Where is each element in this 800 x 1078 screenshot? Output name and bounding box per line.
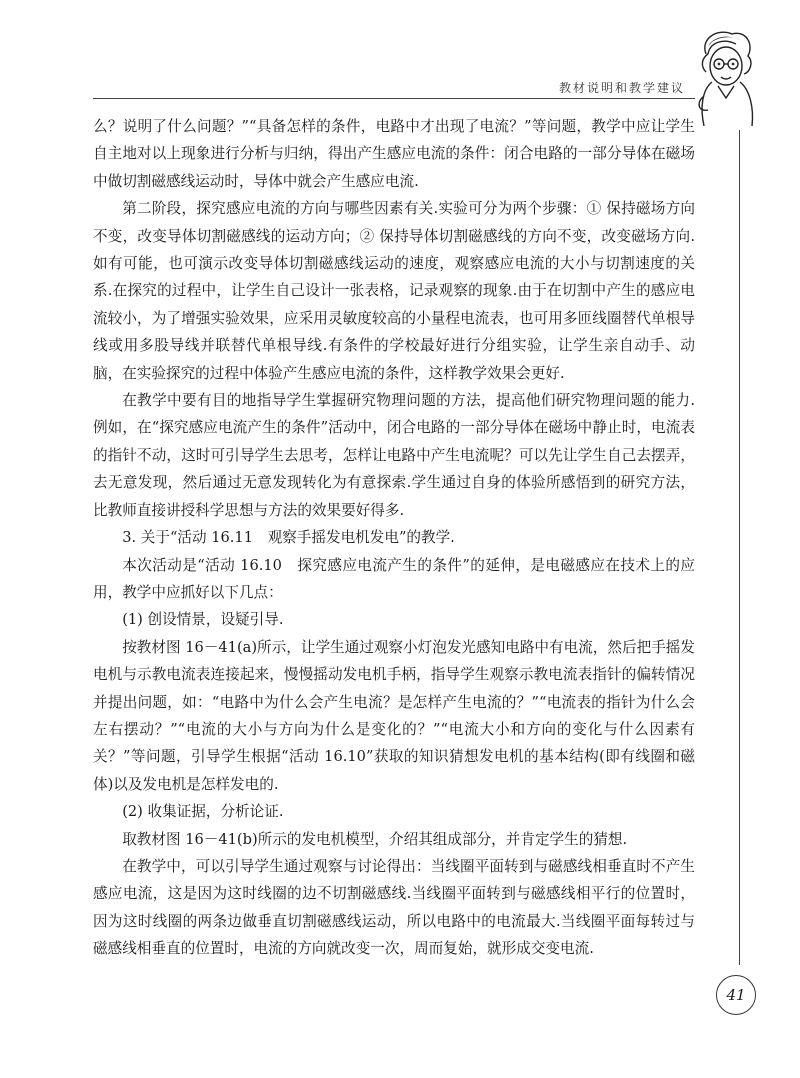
paragraph: 取教材图 16－41(b)所示的发电机模型，介绍其组成部分，并肯定学生的猜想. bbox=[122, 830, 628, 848]
paragraph: 么？说明了什么问题？”“具备怎样的条件，电路中才出现了电流？”等问题，教学中应让学生自主地对以上现象进行分析与归纳，得出产生感应电流的条件：闭合电路的一部分导体在磁场中做切割磁感线运动时，导体中就会产生感应电流. bbox=[93, 118, 695, 190]
paragraph: 本次活动是“活动 16.10 探究感应电流产生的条件”的延伸，是电磁感应在技术上的应用，教学中应抓好以下几点： bbox=[93, 556, 695, 601]
paragraph: 在教学中要有目的地指导学生掌握研究物理问题的方法，提高他们研究物理问题的能力.例如，在“探究感应电流产生的条件”活动中，闭合电路的一部分导体在磁场中静止时，电流表的指针不动，这时可引导学生去思考，怎样让电路中产生电流呢？可以先让学生自己去摆弄，去无意发现，然后通过无意发现转化为有意探索.学生通过自身的体验所感悟到的研究方法，比教师直接讲授科学思想与方法的效果要好得多. bbox=[93, 392, 695, 519]
teacher-mascot-icon bbox=[688, 24, 760, 129]
section-heading: 3. 关于“活动 16.11 观察手摇发电机发电”的教学. bbox=[122, 529, 455, 547]
paragraph: 在教学中，可以引导学生通过观察与讨论得出：当线圈平面转到与磁感线相垂直时不产生感应电流，这是因为这时线圈的边不切割磁感线.当线圈平面转到与磁感线相平行的位置时，因为这时线圈的两条边做垂直切割磁感线运动，所以电路中的电流最大.当线圈平面每转过与磁感线相垂直的位置时，电流的方向就改变一次，周而复始，就形成交变电流. bbox=[93, 857, 695, 958]
paragraph: 第二阶段，探究感应电流的方向与哪些因素有关.实验可分为两个步骤：① 保持磁场方向不变，改变导体切割磁感线的运动方向；② 保持导体切割磁感线的方向不变，改变磁场方向.如有可能，也可演示改变导体切割磁感线运动的速度，观察感应电流的大小与切割速度的关系.在探究的过程中，让学生自己设计一张表格，记录观察的现象.由于在切割中产生的感应电流较小，为了增强实验效果，应采用灵敏度较高的小量程电流表，也可用多匝线圈替代单根导线或用多股导线并联替代单根导线.有条件的学校最好进行分组实验，让学生亲自动手、动脑，在实验探究的过程中体验产生感应电流的条件，这样教学效果会更好. bbox=[93, 200, 695, 382]
header-divider bbox=[93, 98, 695, 99]
subsection-heading: (2) 收集证据，分析论证. bbox=[122, 803, 284, 821]
running-header-title: 教材说明和教学建议 bbox=[558, 81, 685, 95]
body-text bbox=[93, 113, 695, 963]
margin-divider bbox=[739, 130, 740, 965]
page-number: 41 bbox=[716, 975, 756, 1015]
paragraph: 按教材图 16－41(a)所示，让学生通过观察小灯泡发光感知电路中有电流，然后把手摇发电机与示教电流表连接起来，慢慢摇动发电机手柄，指导学生观察示教电流表指针的偏转情况并提出问题，如：“电路中为什么会产生电流？是怎样产生电流的？”“电流表的指针为什么会左右摆动？”“电流的大小与方向为什么是变化的？”“电流大小和方向的变化与什么因素有关？”等问题，引导学生根据“活动 16.10”获取的知识猜想发电机的基本结构(即有线圈和磁体)以及发电机是怎样发电的. bbox=[93, 638, 695, 793]
subsection-heading: (1) 创设情景，设疑引导. bbox=[122, 611, 284, 629]
